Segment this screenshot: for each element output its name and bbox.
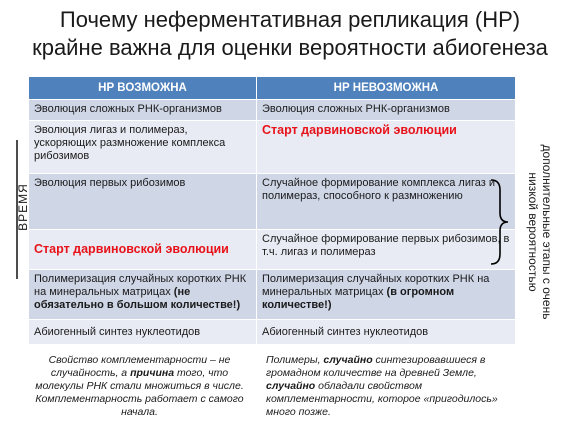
cell-right: Абиогенный синтез нуклеотидов [257, 320, 516, 345]
cell-right: Случайное формирование первых рибозимов, в т.ч. лигаз и полимераз [257, 230, 516, 270]
cell-right: Случайное формирование комплекса лигаз и полимераз, способного к размножению [257, 174, 516, 230]
header-np-impossible: НР НЕВОЗМОЖНА [257, 77, 516, 100]
cell-right: Эволюция сложных РНК-организмов [257, 100, 516, 121]
note-emphasis: случайно [266, 380, 316, 392]
note-complementarity-cause [32, 354, 247, 419]
note-emphasis: случайно [323, 354, 373, 366]
extra-stages-bracket [491, 180, 508, 264]
cell-left: Эволюция первых рибозимов [29, 174, 257, 230]
polymerization-text: Полимеризация случайных коротких РНК на минеральных матрицах [34, 273, 247, 298]
note-text: Свойство комплементарности – не случайность, а [48, 354, 231, 379]
darwin-start-red-text: Старт дарвиновской эволюции [262, 123, 457, 137]
cell-left: Эволюция сложных РНК-организмов [29, 100, 257, 121]
time-label: ВРЕМЯ [16, 183, 30, 231]
note-text: обладали свойством комплементарности, которое «пригодилось» много позже. [266, 380, 498, 418]
note-text: синтезировавшиеся в громадном количестве на древней Земле, [266, 354, 486, 379]
note-random-polymers [266, 354, 506, 419]
extra-stages-line-1: дополнительные этапы с очень [540, 144, 554, 320]
header-np-possible: НР ВОЗМОЖНА [29, 77, 257, 100]
polymerization-emphasis: (в огромном количестве!) [262, 286, 455, 311]
title-line-2: крайне важна для оценки вероятности абиогенеза [32, 35, 548, 60]
title-line-1: Почему неферментативная репликация (НР) [59, 7, 521, 32]
extra-stages-label [526, 132, 554, 332]
cell-left: Эволюция лигаз и полимераз, ускоряющих размножение комплекса рибозимов [29, 121, 257, 174]
note-emphasis: причина [130, 367, 175, 379]
cell-left: Абиогенный синтез нуклеотидов [29, 320, 257, 345]
note-text: того, что молекулы РНК стали множиться в числе. Комплементарность работает с самого начала. [35, 367, 244, 418]
polymerization-text: Полимеризация случайных коротких РНК на минеральных матрицах [262, 273, 490, 298]
darwin-start-red-text: Старт дарвиновской эволюции [34, 241, 229, 256]
polymerization-emphasis: (не обязательно в большом количестве!) [34, 286, 241, 311]
extra-stages-line-2: низкой вероятностью [526, 172, 540, 292]
note-text: Полимеры, [266, 354, 324, 366]
